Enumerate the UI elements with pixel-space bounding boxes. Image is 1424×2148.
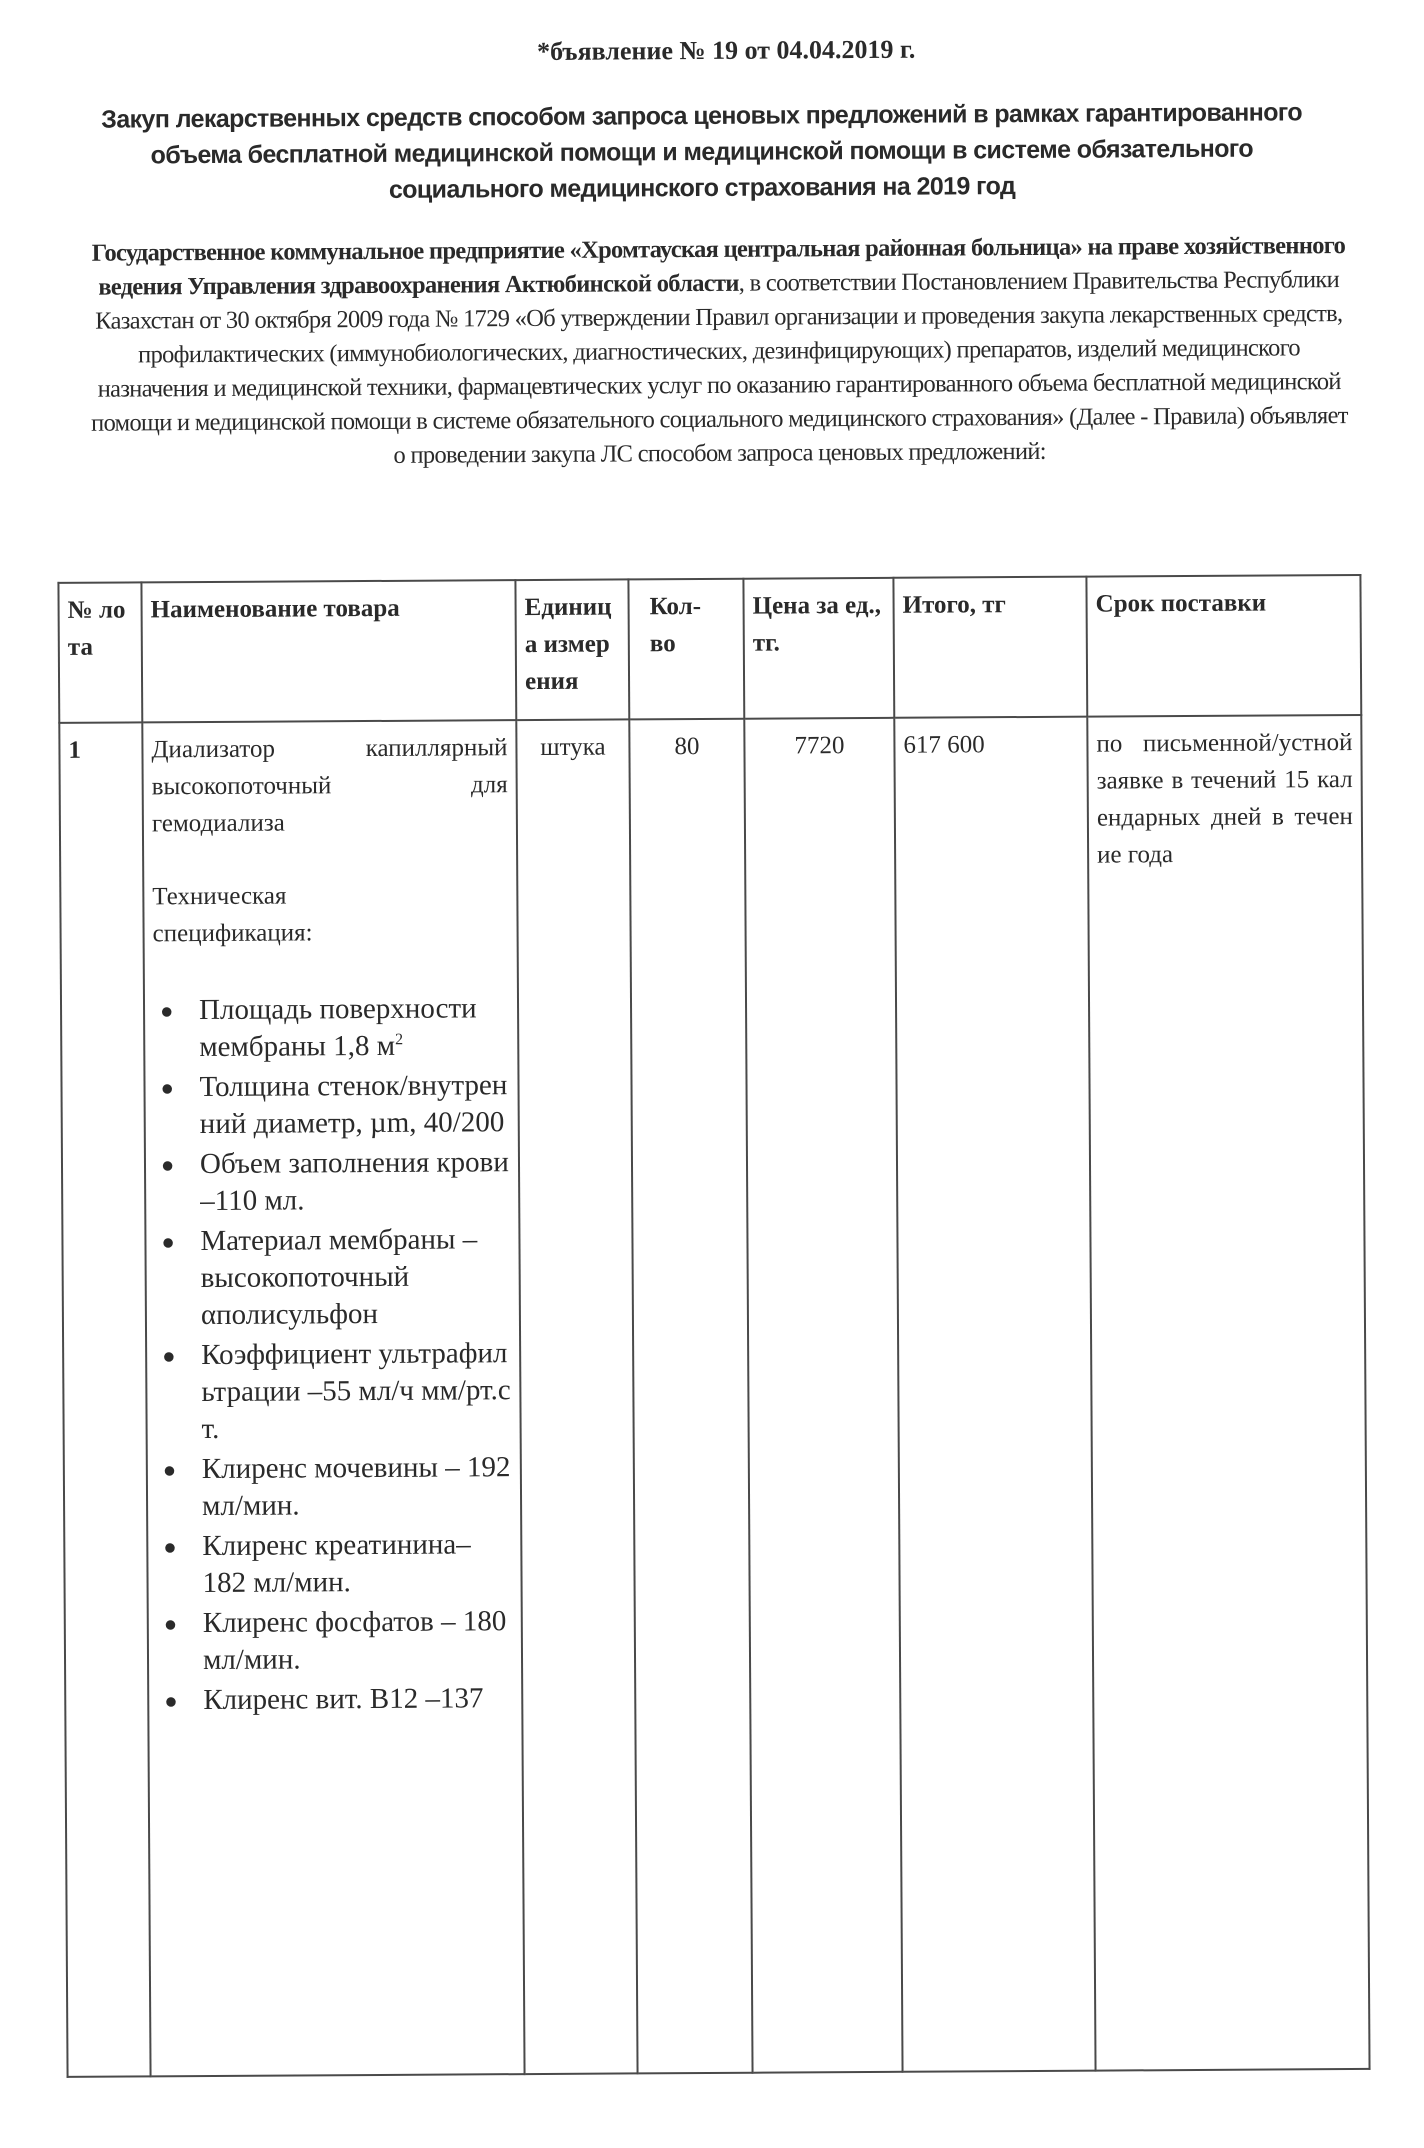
bullet-icon: ● [162,1457,177,1483]
table-row [59,715,1369,2077]
header-lot-no: № лота [58,582,142,723]
bullet-icon: ● [163,1611,178,1637]
subject-line: объема бесплатной медицинской помощи и медицинской помощи в системе обязательного [150,134,1254,170]
cell-qty: 80 [629,719,752,2074]
spec-list [153,990,513,1719]
header-price: Цена за ед., тг. [743,578,894,719]
bullet-icon: ● [160,1075,174,1101]
cell-name [142,720,524,2076]
bullet-icon: ● [159,998,174,1024]
bullet-icon: ● [163,1534,177,1560]
spec-item: ● Материал мембраны – высокопоточный αполисульфон [161,1223,478,1332]
lots-table [57,574,1370,2078]
header-unit: Единица измерения [515,579,629,720]
header-total: Итого, тг [893,577,1087,718]
spec-item: ● Коэффициент ультрафильтрации –55 мл/ч мм/рт.ст. [162,1337,511,1446]
cell-total: 617 600 [894,717,1095,2072]
header-name: Наименование товара [141,580,516,722]
product-name: Диализатор капиллярный высокопоточный для гемодиализа [151,734,508,838]
spec-item: ● Клиренс фосфатов – 180 мл/мин. [163,1605,507,1677]
header-qty: Кол-во [628,579,744,720]
bullet-icon: ● [160,1152,175,1178]
spec-item: ● Площадь поверхности мембраны 1,8 $м^2$ [159,992,477,1064]
cell-unit: штука [516,719,637,2074]
spec-item: ● Клиренс мочевины – 192 мл/мин. [162,1451,511,1523]
cell-price: 7720 [744,718,902,2073]
bullet-icon: ● [162,1343,176,1369]
spec-item: ● Толщина стенок/внутренний диаметр, µm, 40/200 [160,1069,508,1141]
cell-lot-no: 1 [59,722,150,2076]
cell-delivery: по письменной/устной заявке в течений 15 календарных дней в течение года [1087,715,1369,2071]
organization-name: Государственное коммунальное предприятие «Хромтауская центральная районная больница» на праве хозяйственного ведения Управления здравоохранения Актюбинской области [91,232,1346,301]
spec-item: ● Клиренс вит. В12 –137 [203,1680,513,1719]
spec-heading: Техническая спецификация: [152,882,313,948]
spec-item: ● Объем заполнения крови –110 мл. [160,1146,509,1218]
intro-text: , в соответствии Постановлением Правительства Республики Казахстан от 30 октября 2009 года № 1729 «Об утверждении Правил организации и проведения закупа лекарственных средств, профилактических (иммунобиологических, диагностических, дезинфицирующих) препаратов, изделий медицинского назначения и медицинской техники, фармацевтических услуг по оказанию гарантированного объема бесплатной медицинской помощи и медицинской помощи в системе обязательного социального медицинского страхования» (Далее - Правила) объявляет о проведении закупа ЛС способом запроса ценовых предложений: [91,266,1348,469]
procurement-subject [55,94,1350,210]
spec-item: ● Клиренс креатинина– 182 мл/мин. [163,1528,471,1600]
subject-line: Закуп лекарственных средств способом запроса ценовых предложений в рамках гарантированного [101,98,1303,134]
bullet-icon: ● [161,1229,175,1255]
announcement-title: *бъявление № 19 от 04.04.2019 г. [536,34,916,66]
bullet-icon: ● [164,1688,178,1714]
intro-paragraph [83,229,1354,475]
header-delivery: Срок поставки [1086,575,1361,717]
subject-line: социального медицинского страхования на 2019 год [388,172,1016,204]
table-header-row [58,575,1361,723]
